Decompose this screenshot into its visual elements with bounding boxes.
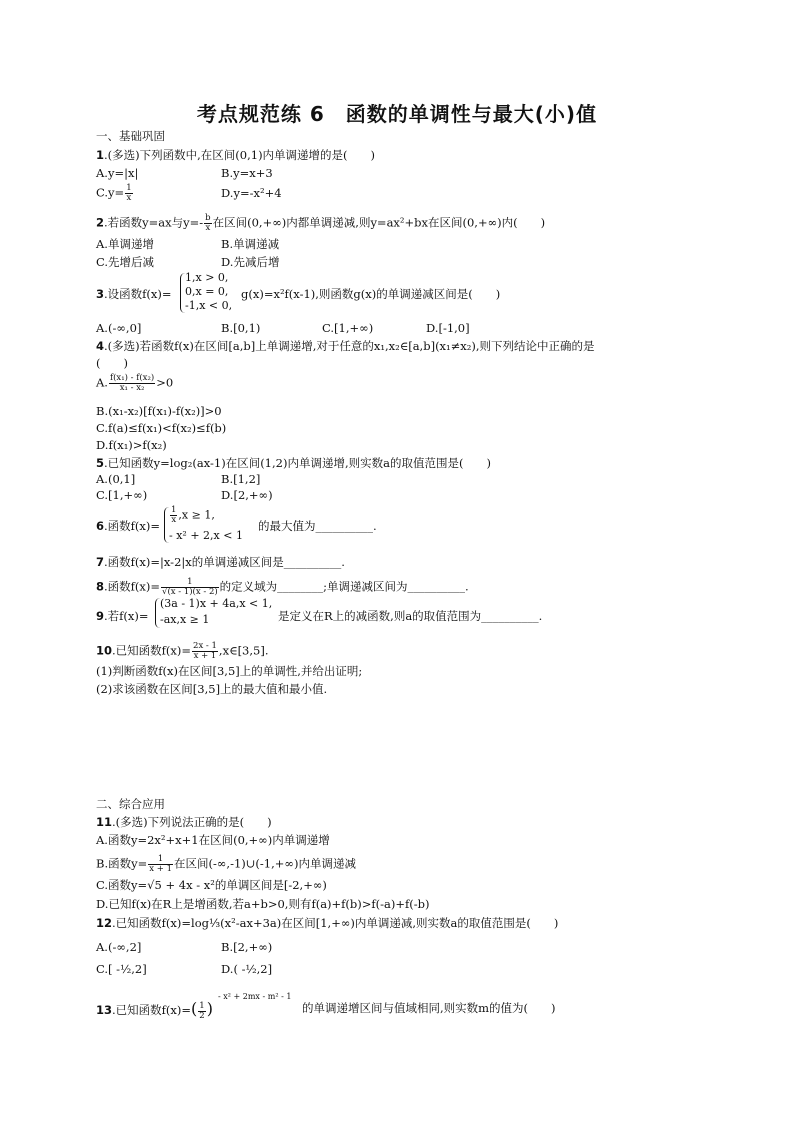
- question-stem: .函数f(x)=|x-2|x的单调递减区间是__________.: [104, 555, 345, 569]
- question-number: 4: [96, 339, 105, 353]
- numerator: 2x - 1: [193, 641, 217, 651]
- question-number: 6: [96, 519, 105, 533]
- numerator: 1: [161, 578, 219, 588]
- section-heading-comprehensive: 二、综合应用: [96, 797, 165, 811]
- option-c: C.[ -½,2]: [96, 962, 147, 976]
- question-stem: .(多选)下列说法正确的是( ): [112, 815, 272, 829]
- option-b: B.[1,2]: [221, 472, 261, 486]
- question-number: 8: [96, 579, 105, 594]
- question-2: [96, 214, 545, 233]
- piecewise-case-2: - x² + 2,x < 1: [169, 529, 243, 542]
- question-6: [96, 519, 160, 534]
- option-text: B.函数y=: [96, 856, 148, 871]
- question-stem: .若f(x)=: [104, 609, 149, 623]
- denominator: x: [126, 193, 132, 203]
- option-b: B.单调递减: [221, 237, 280, 251]
- denominator: √(x - 1)(x - 2): [162, 587, 218, 597]
- page-title: 考点规范练 6 函数的单调性与最大(小)值: [196, 102, 598, 126]
- denominator: x: [171, 515, 177, 525]
- question-4: [96, 339, 595, 354]
- question-stem: 的单调递增区间与值域相同,则实数m的值为( ): [302, 1001, 556, 1015]
- question-stem: .已知函数f(x)=log⅓(x²-ax+3a)在区间[1,+∞)内单调递减,则实数a的取值范围是( ): [112, 916, 559, 930]
- fraction: [148, 855, 173, 874]
- numerator: f(x₁) - f(x₂): [109, 373, 155, 383]
- sub-question-2: (2)求该函数在区间[3,5]上的最大值和最小值.: [96, 682, 328, 696]
- piecewise-case-1: (3a - 1)x + 4a,x < 1,: [160, 597, 273, 610]
- numerator: 1: [148, 855, 173, 865]
- fraction: [204, 214, 211, 233]
- question-stem: .(多选)下列函数中,在区间(0,1)内单调递增的是( ): [104, 148, 376, 162]
- piecewise-case-3: -1,x < 0,: [185, 299, 233, 312]
- option-a: A.函数y=2x²+x+1在区间(0,+∞)内单调递增: [96, 833, 330, 847]
- numerator: b: [205, 213, 211, 223]
- question-11: [96, 815, 272, 830]
- option-text: 在区间(-∞,-1)∪(-1,+∞)内单调递减: [173, 856, 356, 871]
- option-a: A.(0,1]: [96, 472, 136, 486]
- fraction: [170, 506, 177, 525]
- fraction: [192, 642, 218, 661]
- option-b: B.(x₁-x₂)[f(x₁)-f(x₂)]>0: [96, 404, 222, 418]
- question-7: [96, 555, 345, 570]
- piecewise-case-1: 1,x > 0,: [185, 271, 229, 284]
- sub-question-1: (1)判断函数f(x)在区间[3,5]上的单调性,并给出证明;: [96, 664, 363, 678]
- piecewise-case-2: -ax,x ≥ 1: [160, 613, 210, 626]
- question-1: [96, 148, 375, 163]
- option-b: B.y=x+3: [221, 166, 273, 180]
- question-number: 13: [96, 1003, 113, 1017]
- section-heading-basic: 一、基础巩固: [96, 129, 165, 143]
- fraction: [125, 184, 132, 203]
- fraction: [109, 374, 155, 393]
- question-stem: 的最大值为__________.: [258, 519, 377, 533]
- question-3: [96, 287, 172, 302]
- question-stem: .已知函数y=log₂(ax-1)在区间(1,2)内单调递增,则实数a的取值范围是( ): [104, 456, 491, 470]
- case-text: ,x ≥ 1,: [178, 508, 215, 522]
- option-text: >0: [156, 375, 174, 390]
- fraction: [161, 578, 219, 597]
- option-d: D.( -½,2]: [221, 962, 273, 976]
- option-c: C.f(a)≤f(x₁)<f(x₂)≤f(b): [96, 421, 227, 435]
- numerator: 1: [199, 1000, 205, 1011]
- question-8: [96, 578, 469, 597]
- option-d: D.[-1,0]: [426, 321, 470, 335]
- question-number: 12: [96, 916, 113, 930]
- question-stem: .已知函数f(x)=: [112, 1003, 192, 1017]
- option-c: C.函数y=√5 + 4x - x²的单调区间是[-2,+∞): [96, 878, 327, 892]
- question-13: [96, 1001, 213, 1021]
- exponent: - x² + 2mx - m² - 1: [218, 992, 292, 1001]
- question-10: [96, 642, 269, 661]
- option-c: C.[1,+∞): [322, 321, 374, 335]
- question-stem: 在区间(0,+∞)内都单调递减,则y=ax²+bx在区间(0,+∞)内( ): [212, 215, 546, 230]
- question-number: 10: [96, 643, 113, 658]
- option-d: D.f(x₁)>f(x₂): [96, 438, 167, 452]
- option-a: A.(-∞,2]: [96, 940, 142, 954]
- question-stem: 是定义在R上的减函数,则a的取值范围为__________.: [278, 609, 543, 623]
- option-a: [96, 374, 173, 393]
- paren-left: (: [191, 999, 198, 1018]
- paren-right: ): [206, 999, 213, 1018]
- question-stem: g(x)=x²f(x-1),则函数g(x)的单调递减区间是( ): [241, 287, 501, 301]
- option-text: C.y=: [96, 185, 125, 200]
- answer-paren: ( ): [96, 356, 128, 370]
- denominator: 2: [199, 1010, 205, 1021]
- question-12: [96, 916, 558, 931]
- option-d: D.已知f(x)在R上是增函数,若a+b>0,则有f(a)+f(b)>f(-a)+f(-b): [96, 897, 430, 911]
- question-number: 1: [96, 148, 105, 162]
- question-5: [96, 456, 491, 471]
- question-stem: .若函数y=ax与y=-: [104, 215, 204, 230]
- piecewise-case-1: [169, 506, 215, 525]
- option-c: C.先增后减: [96, 255, 155, 269]
- question-9: [96, 609, 149, 624]
- option-a: A.单调递增: [96, 237, 154, 251]
- numerator: 1: [171, 505, 177, 515]
- option-b: B.[2,+∞): [221, 940, 273, 954]
- question-stem: .函数f(x)=: [104, 519, 161, 533]
- option-c: [96, 184, 134, 203]
- question-stem: .函数f(x)=: [104, 579, 161, 594]
- option-text: A.: [96, 375, 108, 390]
- fraction: [198, 1002, 205, 1021]
- option-a: A.y=|x|: [96, 166, 139, 180]
- option-d: D.[2,+∞): [221, 488, 273, 502]
- question-number: 2: [96, 215, 105, 230]
- denominator: x: [205, 223, 211, 233]
- option-c: C.[1,+∞): [96, 488, 148, 502]
- numerator: 1: [126, 183, 132, 193]
- denominator: x + 1: [149, 864, 172, 874]
- question-stem: ,x∈[3,5].: [218, 643, 269, 658]
- question-stem: .(多选)若函数f(x)在区间[a,b]上单调递增,对于任意的x₁,x₂∈[a,b](x₁≠x₂),则下列结论中正确的是: [104, 339, 595, 353]
- denominator: x₁ - x₂: [119, 383, 145, 393]
- question-stem: 的定义域为________;单调递减区间为__________.: [219, 579, 469, 594]
- question-number: 9: [96, 609, 105, 623]
- denominator: x + 1: [193, 651, 217, 661]
- question-stem: .已知函数f(x)=: [112, 643, 192, 658]
- question-number: 7: [96, 555, 105, 569]
- option-d: D.y=-x²+4: [221, 186, 282, 200]
- question-number: 11: [96, 815, 113, 829]
- question-number: 5: [96, 456, 105, 470]
- piecewise-case-2: 0,x = 0,: [185, 285, 229, 298]
- question-number: 3: [96, 287, 105, 301]
- option-a: A.(-∞,0]: [96, 321, 142, 335]
- option-b: [96, 855, 356, 874]
- question-stem: .设函数f(x)=: [104, 287, 172, 301]
- option-b: B.[0,1): [221, 321, 261, 335]
- option-d: D.先减后增: [221, 255, 280, 269]
